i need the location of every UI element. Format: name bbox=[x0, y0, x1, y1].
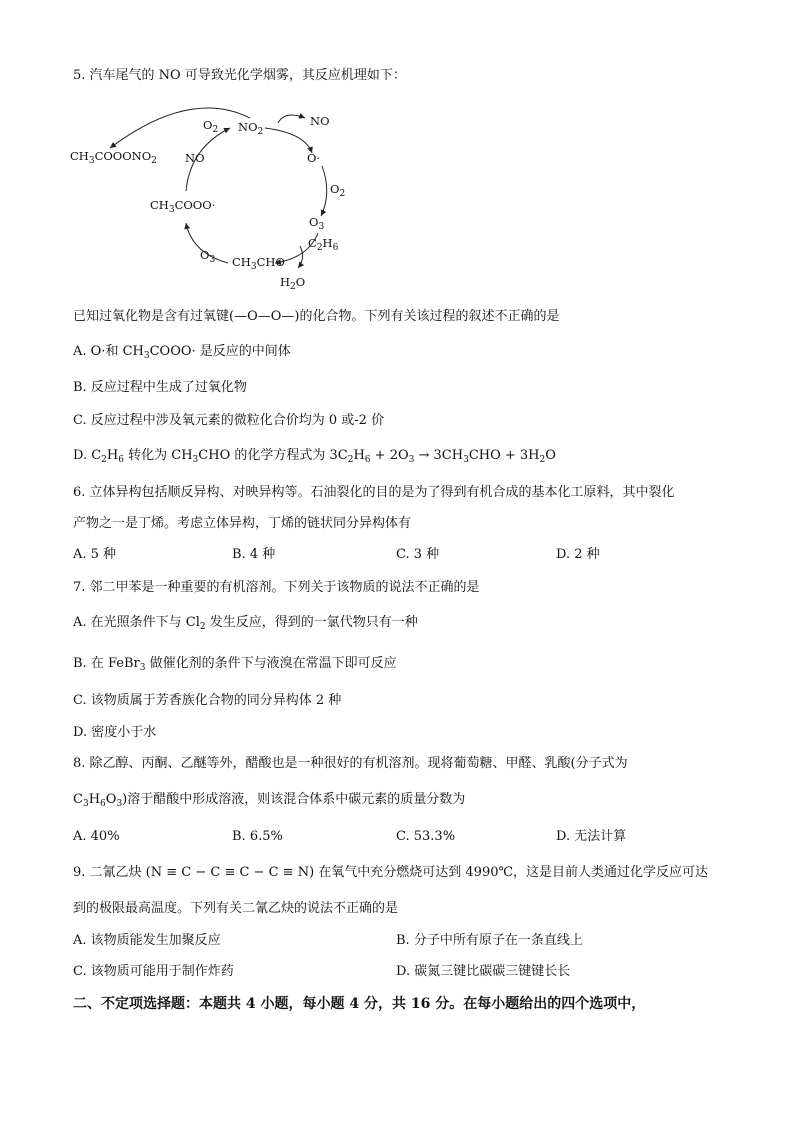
q5-option-a: A. O·和 $CH_3COOO\cdot$ 是反应的中间体 bbox=[73, 344, 291, 361]
species-ch3cho: $CH_3CHO$ bbox=[232, 255, 285, 272]
species-pan: $CH_3COOONO_2$ bbox=[70, 149, 157, 166]
species-no-in: NO bbox=[185, 151, 205, 165]
section-2-heading: 二、不定项选择题：本题共 4 小题，每小题 4 分，共 16 分。在每小题给出的四个选项中， bbox=[73, 996, 646, 1012]
species-ch3cooo: $CH_3COOO\cdot$ bbox=[150, 198, 216, 215]
q6-option-d: D. 2 种 bbox=[556, 547, 600, 562]
reaction-mechanism-diagram bbox=[60, 98, 460, 298]
arrow-h2o-branch bbox=[298, 246, 303, 268]
q9-option-d: D. 碳氮三键比碳碳三键键长长 bbox=[396, 964, 571, 979]
q5-option-c: C. 反应过程中涉及氧元素的微粒化合价均为 0 或-2 价 bbox=[73, 413, 385, 428]
q9-option-a: A. 该物质能发生加聚反应 bbox=[73, 933, 221, 948]
q7-option-b: B. 在 FeBr$_3$ 做催化剂的条件下与液溴在常温下即可反应 bbox=[73, 656, 397, 673]
arrow-no2-to-o bbox=[265, 128, 312, 153]
q7-stem: 7. 邻二甲苯是一种重要的有机溶剂。下列关于该物质的说法不正确的是 bbox=[73, 580, 480, 595]
arrow-release-no bbox=[278, 115, 305, 123]
q6-option-a: A. 5 种 bbox=[73, 547, 117, 562]
species-o-radical: O· bbox=[307, 151, 321, 165]
q6-stem-line2: 产物之一是丁烯。考虑立体异构，丁烯的链状同分异构体有 bbox=[73, 516, 412, 531]
q7-option-c: C. 该物质属于芳香族化合物的同分异构体 2 种 bbox=[73, 693, 342, 708]
q9-stem-line1: 9. 二氰乙炔 (N ≡ C − C ≡ C − C ≡ N) 在氧气中充分燃烧可达到 4990℃，这是目前人类通过化学反应可达 bbox=[73, 865, 709, 880]
q5-known: 已知过氧化物是含有过氧键(—O—O—)的化合物。下列有关该过程的叙述不正确的是 bbox=[73, 309, 560, 324]
q7-option-a: A. 在光照条件下与 $Cl_2$ 发生反应，得到的一氯代物只有一种 bbox=[73, 615, 418, 632]
q8-option-b: B. 6.5% bbox=[232, 829, 283, 844]
q5-stem: 5. 汽车尾气的 NO 可导致光化学烟雾，其反应机理如下： bbox=[73, 68, 406, 83]
q9-option-b: B. 分子中所有原子在一条直线上 bbox=[396, 933, 583, 948]
q5-option-b: B. 反应过程中生成了过氧化物 bbox=[73, 380, 247, 395]
species-o3-bottom: $O_3$ bbox=[200, 248, 216, 265]
species-o2-top: $O_2$ bbox=[203, 118, 219, 135]
q8-stem-line2: $C_3H_6O_3$)溶于醋酸中形成溶液，则该混合体系中碳元素的质量分数为 bbox=[73, 792, 466, 809]
species-no-out: NO bbox=[310, 114, 330, 128]
species-o2-right: $O_2$ bbox=[330, 182, 346, 199]
q8-stem-line1: 8. 除乙醇、丙酮、乙醚等外，醋酸也是一种很好的有机溶剂。现将葡萄糖、甲醛、乳酸(分子式为 bbox=[73, 756, 628, 771]
q5-option-d: D. $C_2H_6$ 转化为 $CH_3CHO$ 的化学方程式为 $3C_2H_6 + 2O_3 \to 3CH_3CHO + 3H_2O$ bbox=[73, 448, 556, 465]
q6-option-c: C. 3 种 bbox=[396, 547, 440, 562]
q9-stem-line2: 到的极限最高温度。下列有关二氰乙炔的说法不正确的是 bbox=[73, 901, 399, 916]
species-c2h6: $C_2H_6$ bbox=[308, 236, 339, 253]
species-no2: $NO_2$ bbox=[238, 120, 264, 137]
q6-stem-line1: 6. 立体异构包括顺反异构、对映异构等。石油裂化的目的是为了得到有机合成的基本化工原料，其中裂化 bbox=[73, 485, 675, 500]
q6-option-b: B. 4 种 bbox=[232, 547, 276, 562]
q9-option-c: C. 该物质可能用于制作炸药 bbox=[73, 964, 234, 979]
q8-option-c: C. 53.3% bbox=[396, 829, 456, 844]
q8-option-d: D. 无法计算 bbox=[556, 829, 627, 844]
q7-option-d: D. 密度小于水 bbox=[73, 725, 157, 740]
species-o3-right: $O_3$ bbox=[309, 215, 325, 232]
arrow-o-to-o3 bbox=[321, 166, 327, 216]
q8-option-a: A. 40% bbox=[73, 829, 120, 844]
species-h2o: $H_2O$ bbox=[280, 275, 306, 292]
